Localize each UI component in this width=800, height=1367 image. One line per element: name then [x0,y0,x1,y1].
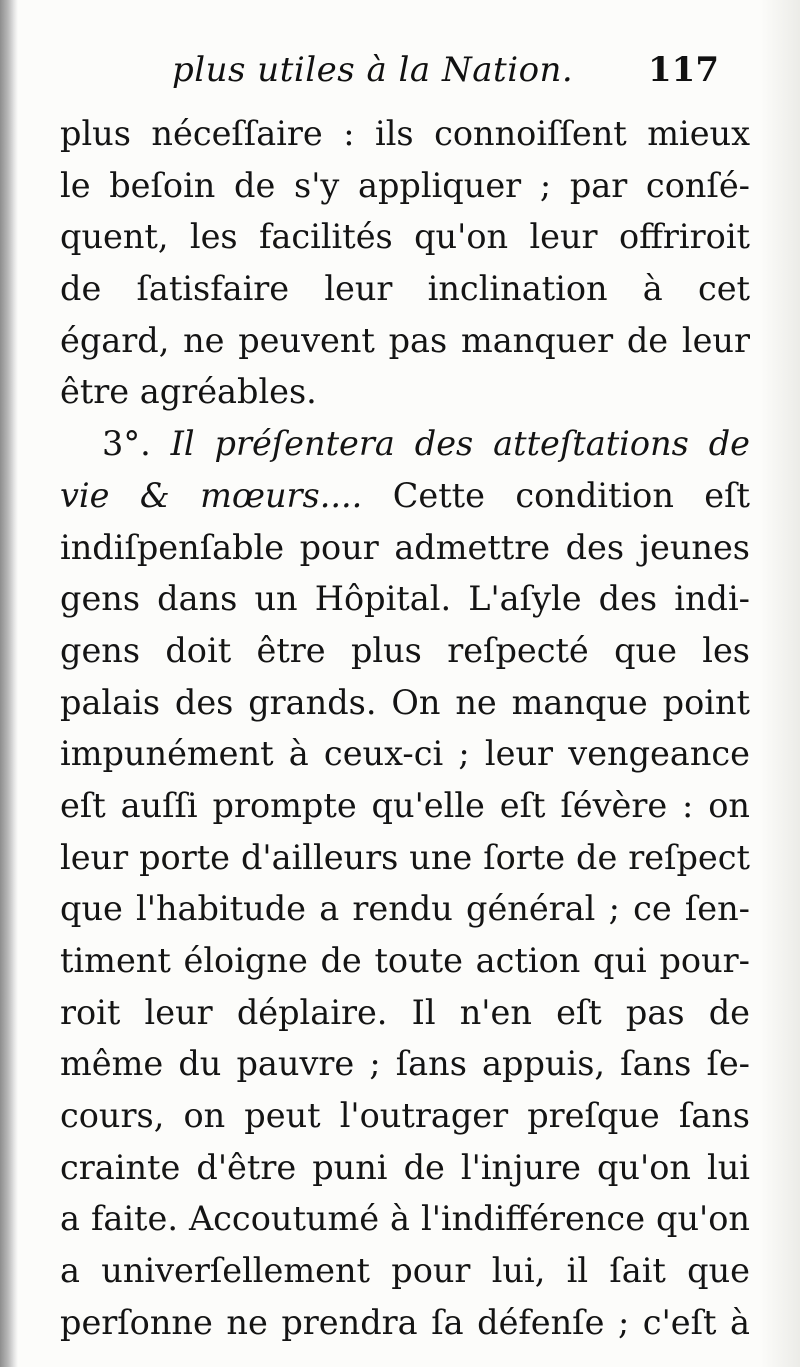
text-line-18: roit leur déplaire. Il n'en eſt pas de [60,992,750,1032]
text-line-6: être agréables. [60,372,317,412]
text-line-13: impunément à ceux-ci ; leur vengeance [60,734,750,774]
text-line-24: perſonne ne prendra ſa défenſe ; c'eſt à [60,1302,750,1342]
text-line-22: a faite. Accoutumé à l'indifférence qu'on [60,1199,750,1239]
text-line-11: gens doit être plus reſpecté que les [60,630,750,670]
text-line-14: eſt auſſi prompte qu'elle eſt ſévère : on [60,785,750,825]
text-line-15: leur porte d'ailleurs une ſorte de reſpect [60,837,750,877]
italic-heading-2: vie & mœurs.... [60,475,363,515]
text-line-12: palais des grands. On ne manque point [60,682,750,722]
page-number: 117 [648,50,719,90]
text-line-16: que l'habitude a rendu général ; ce ſen- [60,889,750,929]
italic-heading-1: Il préſentera des atteſtations de [170,424,750,464]
text-line-1: plus néceſſaire : ils connoiſſent mieux [60,114,750,153]
text-line-2: le beſoin de s'y appliquer ; par conſé- [60,165,750,205]
text-line-19: même du pauvre ; ſans appuis, ſans ſe- [60,1044,750,1084]
text-line-3: quent, les facilités qu'on leur offriroit [60,217,750,257]
paragraph-3-line-2 [60,470,750,522]
body-text [60,108,750,1349]
paragraph-3-roman-text: Cette condition eſt [392,475,750,515]
paragraph-number: 3°. [102,424,151,464]
running-title: plus utiles à la Nation. [172,50,574,90]
text-line-4: de ſatisfaire leur inclination à cet [60,269,750,309]
text-line-21: crainte d'être puni de l'injure qu'on lui [60,1147,750,1187]
text-line-23: a univerſellement pour lui, il ſait que [60,1251,750,1291]
text-line-5: égard, ne peuvent pas manquer de leur [60,320,750,360]
text-line-10: gens dans un Hôpital. L'aſyle des indi- [60,579,750,619]
text-line-17: timent éloigne de toute action qui pour- [60,941,750,980]
binding-gutter [0,0,18,1367]
paragraph-3-line-1 [60,418,750,470]
text-line-20: cours, on peut l'outrager preſque ſans [60,1096,750,1136]
text-line-9: indiſpenſable pour admettre des jeunes [60,527,750,567]
page-edge-shadow [760,0,800,1367]
running-head [0,44,800,100]
